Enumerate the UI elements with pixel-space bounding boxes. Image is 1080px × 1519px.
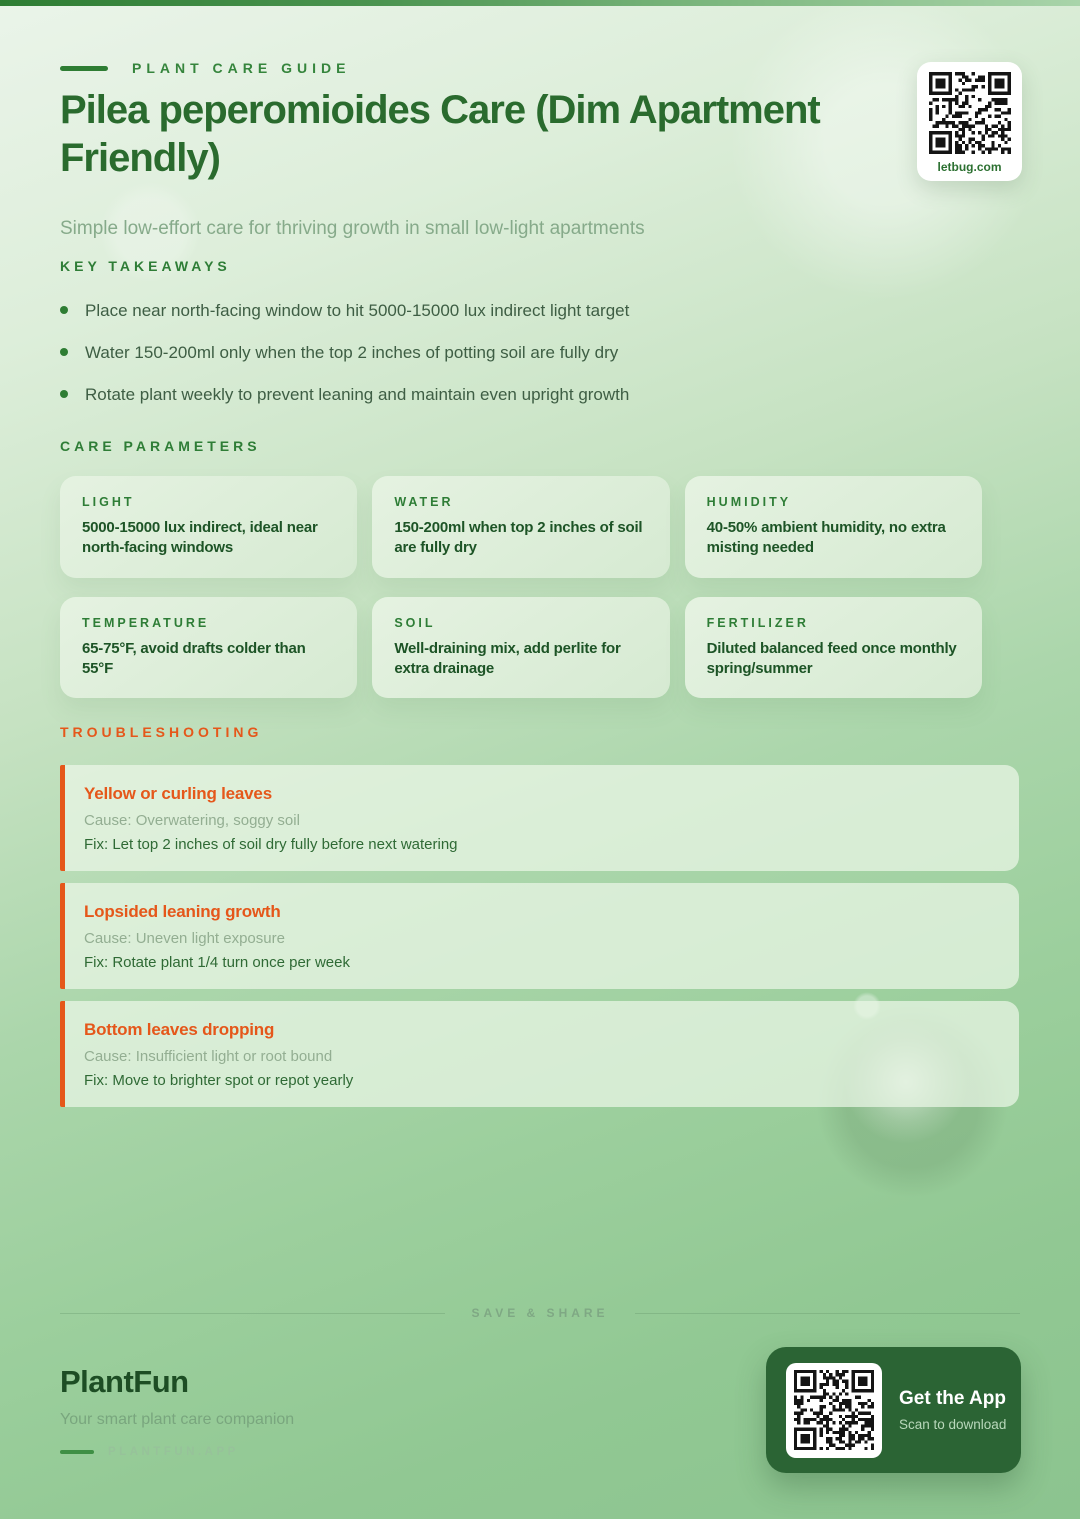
- takeaway-text: Water 150-200ml only when the top 2 inches of potting soil are fully dry: [85, 343, 619, 362]
- app-card-title: Get the App: [899, 1388, 1006, 1409]
- troubleshooting-section: [60, 724, 1019, 1107]
- app-card-text: [899, 1388, 1006, 1432]
- brand-name: PlantFun: [60, 1364, 189, 1399]
- top-accent-strip: [0, 0, 1080, 6]
- param-value: 40-50% ambient humidity, no extra misting needed: [706, 519, 946, 557]
- param-card-light: [60, 476, 357, 578]
- get-app-card: [766, 1347, 1021, 1473]
- list-item: [60, 385, 960, 405]
- bullet-dot-icon: [60, 390, 68, 398]
- param-card-temperature: [60, 597, 357, 699]
- param-label: TEMPERATURE: [82, 615, 210, 630]
- param-label: LIGHT: [82, 495, 135, 509]
- bullet-dot-icon: [60, 348, 68, 356]
- param-label: HUMIDITY: [706, 495, 792, 509]
- trouble-fix: Fix: Rotate plant 1/4 turn once per week: [84, 954, 350, 971]
- brand-site: [60, 1446, 294, 1458]
- page-subtitle: Simple low-effort care for thriving growth in small low-light apartments: [60, 218, 645, 239]
- trouble-fix: Fix: Move to brighter spot or repot yearly: [84, 1072, 354, 1089]
- brand-site-label: PLANTFUN.APP: [108, 1446, 239, 1458]
- param-label: WATER: [394, 495, 454, 509]
- trouble-title: Yellow or curling leaves: [84, 784, 272, 803]
- key-takeaways-list: [60, 301, 960, 405]
- param-value: Diluted balanced feed once monthly spring/summer: [706, 639, 957, 677]
- trouble-card-leaves-dropping: [60, 1001, 1019, 1107]
- trouble-fix: Fix: Let top 2 inches of soil dry fully before next watering: [84, 836, 458, 853]
- eyebrow: [60, 60, 350, 76]
- param-value: 65-75°F, avoid drafts colder than 55°F: [82, 639, 306, 677]
- param-card-soil: [372, 597, 669, 699]
- care-parameters-section: [60, 438, 982, 698]
- save-share-divider: [60, 1306, 1020, 1320]
- list-item: [60, 301, 960, 321]
- trouble-card-yellow-leaves: [60, 765, 1019, 871]
- key-takeaways-heading: KEY TAKEAWAYS: [60, 258, 231, 274]
- param-card-fertilizer: [685, 597, 982, 699]
- qr-caption: letbug.com: [937, 160, 1002, 174]
- page-title: Pilea peperomioides Care (Dim Apartment Friendly): [60, 88, 820, 180]
- param-label: SOIL: [394, 615, 436, 630]
- care-parameters-heading: CARE PARAMETERS: [60, 438, 261, 454]
- troubleshooting-heading: TROUBLESHOOTING: [60, 724, 263, 740]
- trouble-title: Bottom leaves dropping: [84, 1020, 275, 1039]
- qr-box-app: [786, 1363, 882, 1458]
- param-value: 150-200ml when top 2 inches of soil are fully dry: [394, 519, 643, 557]
- trouble-cause: Cause: Uneven light exposure: [84, 930, 285, 947]
- eyebrow-dash: [60, 66, 108, 71]
- trouble-cause: Cause: Insufficient light or root bound: [84, 1048, 333, 1065]
- trouble-card-leaning-growth: [60, 883, 1019, 989]
- brand-block: [60, 1364, 294, 1458]
- trouble-title: Lopsided leaning growth: [84, 902, 281, 921]
- qr-code-icon: [929, 72, 1011, 154]
- care-parameters-grid: [60, 476, 982, 698]
- takeaway-text: Rotate plant weekly to prevent leaning and maintain even upright growth: [85, 385, 630, 404]
- param-card-water: [372, 476, 669, 578]
- key-takeaways-section: [60, 258, 960, 405]
- qr-card-letbug: [917, 62, 1022, 181]
- trouble-cause: Cause: Overwatering, soggy soil: [84, 812, 300, 829]
- eyebrow-label: PLANT CARE GUIDE: [132, 60, 351, 76]
- brand-tagline: Your smart plant care companion: [60, 1411, 295, 1428]
- divider-line: [635, 1313, 1020, 1314]
- bullet-dot-icon: [60, 306, 68, 314]
- brand-site-dash: [60, 1450, 94, 1454]
- troubleshooting-list: [60, 765, 1019, 1107]
- takeaway-text: Place near north-facing window to hit 5000-15000 lux indirect light target: [85, 301, 630, 320]
- param-value: 5000-15000 lux indirect, ideal near north-facing windows: [82, 519, 318, 557]
- divider-line: [60, 1313, 445, 1314]
- list-item: [60, 343, 960, 363]
- qr-code-icon: [794, 1370, 874, 1450]
- param-value: Well-draining mix, add perlite for extra drainage: [394, 639, 621, 677]
- param-label: FERTILIZER: [706, 615, 809, 630]
- app-card-subtitle: Scan to download: [899, 1417, 1007, 1432]
- param-card-humidity: [685, 476, 982, 578]
- save-share-label: SAVE & SHARE: [471, 1306, 609, 1320]
